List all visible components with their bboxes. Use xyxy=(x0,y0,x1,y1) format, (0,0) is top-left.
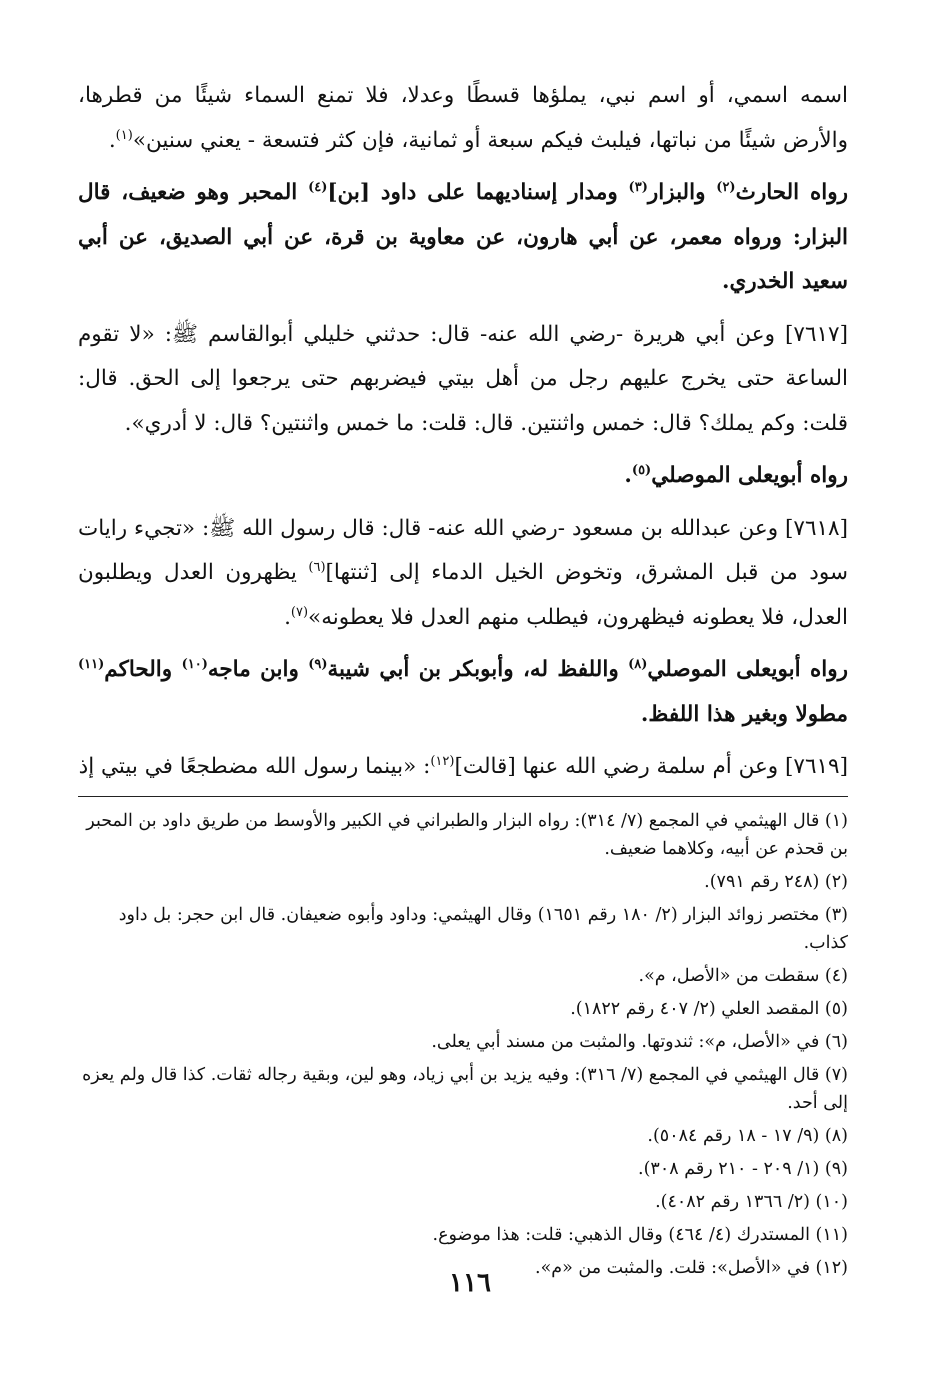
text: رواه أبويعلى الموصلي xyxy=(647,657,848,682)
hadith-number: [٧٦١٩] xyxy=(785,754,848,779)
footnote-6: (٦) في «الأصل، م»: ثندوتها. والمثبت من مسند أبي يعلى. xyxy=(431,1031,848,1052)
footnote-ref-1[interactable]: (١) xyxy=(115,127,133,143)
footnote-2: (٢) (٢٤٨ رقم ٧٩١). xyxy=(704,871,848,892)
hadith-number: [٧٦١٨] xyxy=(785,515,848,541)
text: وعن عبدالله بن مسعود -رضي الله عنه- قال: قال رسول الله ﷺ: «تجيء رايات سود من قبل المشرق، وتخوض الخيل الدماء إلى [ثنتها] xyxy=(78,515,848,585)
text: ومدار إسناديهما على داود [بن] xyxy=(327,180,629,205)
footnote-ref-8[interactable]: (٨) xyxy=(628,656,648,672)
footnote-11: (١١) المستدرك (٤/ ٤٦٤) وقال الذهبي: قلت: هذا موضوع. xyxy=(432,1224,848,1245)
text: واللفظ له، وأبوبكر بن أبي شيبة xyxy=(327,657,629,682)
footnote-ref-11[interactable]: (١١) xyxy=(78,656,105,672)
footnote-12: (١٢) في «الأصل»: قلت. والمثبت من «م». xyxy=(535,1257,848,1278)
footnote-4: (٤) سقطت من «الأصل، م». xyxy=(638,965,848,986)
footnote-9: (٩) (١/ ٢٠٩ - ٢١٠ رقم ٣٠٨). xyxy=(638,1158,848,1179)
text: وعن أم سلمة رضي الله عنها [قالت] xyxy=(454,754,786,779)
footnote-7: (٧) قال الهيثمي في المجمع (٧/ ٣١٦): وفيه يزيد بن أبي زياد، وهو لين، وبقية رجاله ثقات. كذا قال ولم يعزه إلى أحد. xyxy=(82,1064,848,1113)
text: وابن ماجه xyxy=(207,657,309,682)
footnote-8: (٨) (٩/ ١٧ - ١٨ رقم ٥٠٨٤). xyxy=(647,1125,848,1146)
hadith-number: [٧٦١٧] xyxy=(785,321,848,347)
paragraph-hadith-continuation xyxy=(78,74,848,163)
footnote-5: (٥) المقصد العلي (٢/ ٤٠٧ رقم ١٨٢٢). xyxy=(570,998,848,1019)
footnote-ref-4[interactable]: (٤) xyxy=(308,179,328,195)
paragraph-hadith-7617 xyxy=(78,313,848,447)
text: . xyxy=(624,463,632,488)
footnote-ref-9[interactable]: (٩) xyxy=(308,656,328,672)
text: : «بينما رسول الله مضطجعًا في بيتي إذ xyxy=(78,754,431,779)
footnote-3: (٣) مختصر زوائد البزار (٢/ ١٨٠ رقم ١٦٥١) وقال الهيثمي: وداود وأبوه ضعيفان. قال ابن حجر: بل داود كذاب. xyxy=(118,904,848,953)
text: والحاكم xyxy=(104,657,182,682)
footnote-1: (١) قال الهيثمي في المجمع (٧/ ٣١٤): رواه البزار والطبراني في الكبير والأوسط من طريق داود بن المحبر بن قحذم عن أبيه، وكلاهما ضعيف. xyxy=(86,810,848,859)
paragraph-takhrij-2 xyxy=(78,454,848,499)
paragraph-takhrij-3 xyxy=(78,648,848,737)
footnote-ref-7[interactable]: (٧) xyxy=(290,604,309,620)
text: مطولا وبغير هذا اللفظ. xyxy=(640,701,848,727)
paragraph-hadith-7618 xyxy=(78,507,848,641)
text: رواه الحارث xyxy=(735,180,848,205)
text: . xyxy=(284,604,291,630)
paragraph-takhrij-1 xyxy=(78,171,848,305)
footnote-ref-12[interactable]: (١٢) xyxy=(430,753,455,769)
footnote-ref-5[interactable]: (٥) xyxy=(631,462,652,478)
text: يظهرون العدل ويطلبون العدل، فلا يعطونه فيظهرون، فيطلب منهم العدل فلا يعطونه» xyxy=(78,560,848,630)
footnotes xyxy=(78,807,848,1282)
footnote-ref-3[interactable]: (٣) xyxy=(628,179,648,195)
footnote-ref-10[interactable]: (١٠) xyxy=(181,656,208,672)
text: اسمه اسمي، أو اسم نبي، يملؤها قسطًا وعدلا، فلا تمنع السماء شيئًا من قطرها، والأرض شيئًا من نباتها، فيلبث فيكم سبعة أو ثمانية، فإن كثر فتسعة - يعني سنين» xyxy=(78,83,848,153)
paragraph-hadith-7619 xyxy=(78,745,848,790)
footnote-10: (١٠) (٢/ ١٣٦٦ رقم ٤٠٨٢). xyxy=(655,1191,848,1212)
text: رواه أبويعلى الموصلي xyxy=(651,463,848,488)
text: المحبر وهو ضعيف، قال البزار: ورواه معمر، عن أبي هارون، عن معاوية بن قرة، عن أبي الصديق، عن أبي سعيد الخدري. xyxy=(78,180,848,294)
text: . xyxy=(108,127,116,153)
page-number: ١١٦ xyxy=(449,1268,491,1298)
footnote-ref-6[interactable]: (٦) xyxy=(308,559,326,575)
text: وعن أبي هريرة -رضي الله عنه- قال: حدثني خليلي أبوالقاسم ﷺ: «لا تقوم الساعة حتى يخرج عليهم رجل من أهل بيتي فيضربهم حتى يرجعوا إلى الحق. قال: قلت: وكم يملك؟ قال: خمس واثنتين. قال: قلت: ما خمس واثنتين؟ قال: لا أدري». xyxy=(78,321,848,436)
footnote-separator xyxy=(78,796,848,797)
footnote-ref-2[interactable]: (٢) xyxy=(716,179,736,195)
text: والبزار xyxy=(647,180,717,205)
